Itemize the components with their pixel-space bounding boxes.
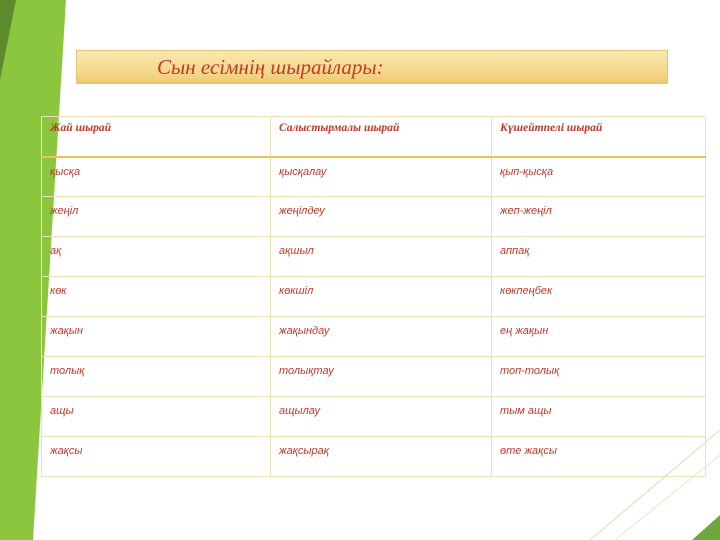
table-cell: аппақ: [492, 237, 706, 277]
table-row: [42, 197, 706, 237]
table-cell: тым ащы: [492, 397, 706, 437]
table-cell: жақын: [42, 317, 271, 357]
title-banner: [76, 50, 668, 84]
table-cell: көкшіл: [271, 277, 492, 317]
table-header-row: [42, 117, 706, 157]
table-row: [42, 357, 706, 397]
table-cell: жеп-жеңіл: [492, 197, 706, 237]
table-cell: ең жақын: [492, 317, 706, 357]
table-cell: жеңіл: [42, 197, 271, 237]
table-row: [42, 157, 706, 197]
table-cell: ащы: [42, 397, 271, 437]
table-cell: көкпеңбек: [492, 277, 706, 317]
table-cell: жақсырақ: [271, 437, 492, 477]
slide-title: Сын есімнің шырайлары:: [157, 55, 384, 79]
table-cell: толықтау: [271, 357, 492, 397]
table-cell: ақшыл: [271, 237, 492, 277]
table-row: [42, 437, 706, 477]
table-row: [42, 317, 706, 357]
table-cell: ақ: [42, 237, 271, 277]
table-cell: толық: [42, 357, 271, 397]
table-cell: топ-толық: [492, 357, 706, 397]
corner-green-triangle: [692, 515, 720, 540]
header-simple-degree: Жай шырай: [42, 117, 271, 157]
table-cell: көк: [42, 277, 271, 317]
table-row: [42, 237, 706, 277]
table-cell: қып-қысқа: [492, 157, 706, 197]
table-cell: жақсы: [42, 437, 271, 477]
table-cell: қысқалау: [271, 157, 492, 197]
table-cell: қысқа: [42, 157, 271, 197]
table-row: [42, 397, 706, 437]
header-intensive-degree: Күшейтпелі шырай: [492, 117, 706, 157]
table-cell: жеңілдеу: [271, 197, 492, 237]
table-cell: жақындау: [271, 317, 492, 357]
table-cell: ащылау: [271, 397, 492, 437]
table-row: [42, 277, 706, 317]
table-cell: өте жақсы: [492, 437, 706, 477]
header-comparative-degree: Салыстырмалы шырай: [271, 117, 492, 157]
adjective-degrees-table: [41, 116, 706, 477]
